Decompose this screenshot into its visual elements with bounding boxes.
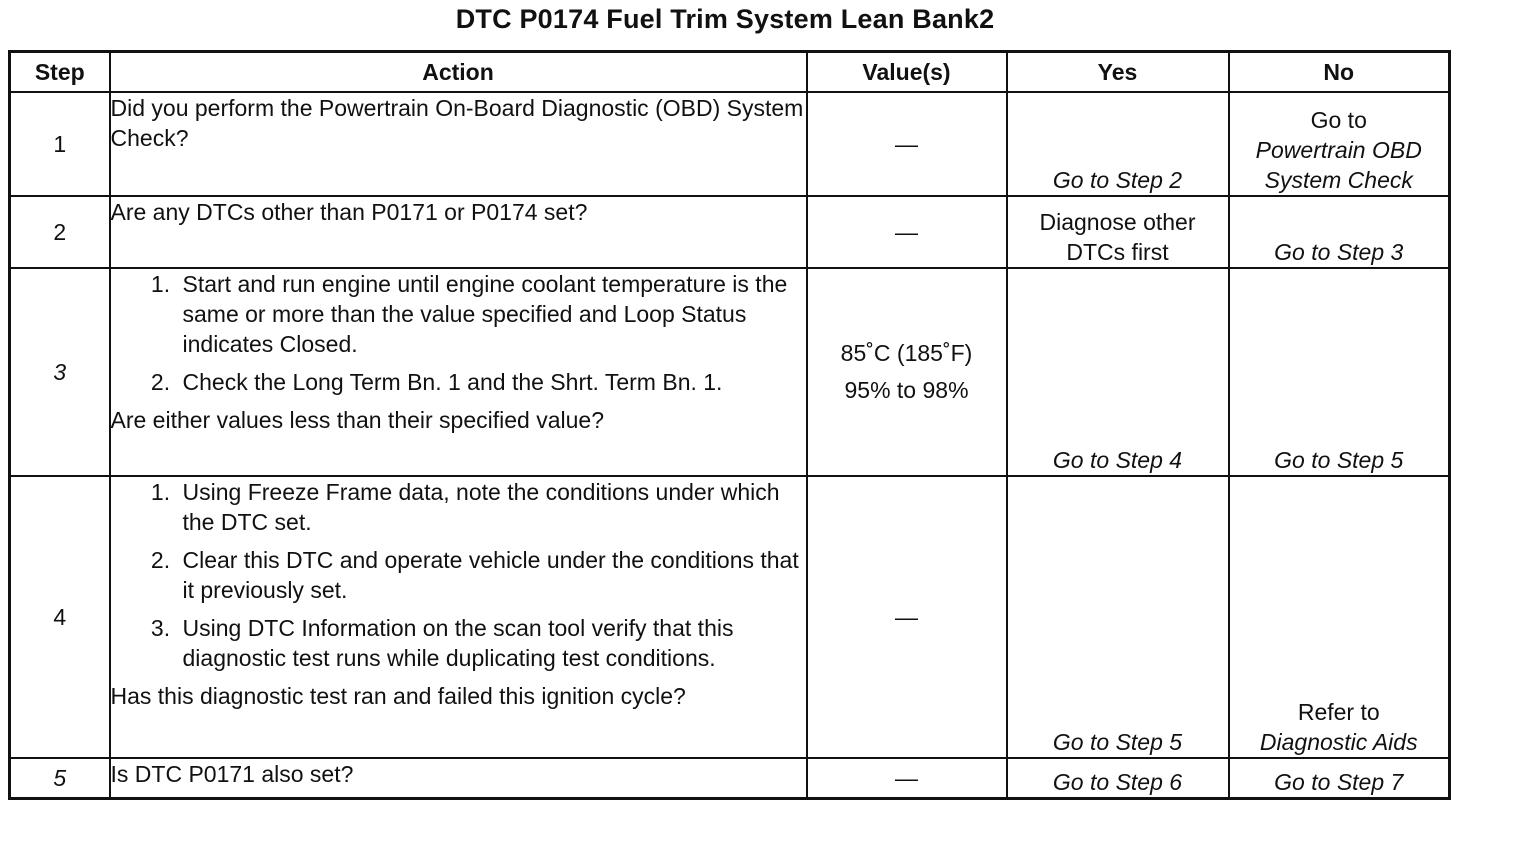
header-no: No <box>1229 52 1450 93</box>
step-number: 3 <box>10 268 110 476</box>
table-row <box>10 476 1450 758</box>
no-cell: Go to Step 3 <box>1229 196 1450 268</box>
yes-cell: Go to Step 5 <box>1007 476 1229 758</box>
header-yes: Yes <box>1007 52 1229 93</box>
yes-cell: Go to Step 2 <box>1007 92 1229 196</box>
header-step: Step <box>10 52 110 93</box>
table-row <box>10 758 1450 798</box>
yes-cell: Go to Step 4 <box>1007 268 1229 476</box>
table-row <box>10 268 1450 476</box>
substep-list <box>111 269 806 397</box>
action-question: Has this diagnostic test ran and failed this ignition cycle? <box>110 683 686 709</box>
no-cell-line: Go to <box>1310 107 1367 133</box>
yes-cell: Go to Step 6 <box>1007 758 1229 798</box>
table-header-row <box>10 52 1450 93</box>
no-cell <box>1229 476 1450 758</box>
substep-item: 1. Using Freeze Frame data, note the conditions under which the DTC set. <box>177 477 806 537</box>
substep-list <box>111 477 806 673</box>
no-cell <box>1229 92 1450 196</box>
header-values: Value(s) <box>807 52 1007 93</box>
table-row <box>10 92 1450 196</box>
substep-item: 2. Check the Long Term Bn. 1 and the Shrt. Term Bn. 1. <box>177 367 806 397</box>
no-cell: Go to Step 7 <box>1229 758 1450 798</box>
action-question: Are either values less than their specified value? <box>110 407 605 433</box>
action-cell <box>110 268 807 476</box>
action-text: Is DTC P0171 also set? <box>110 758 807 798</box>
value-cell: — <box>807 196 1007 268</box>
no-cell-reference: Powertrain OBD System Check <box>1255 137 1422 193</box>
step-number: 4 <box>10 476 110 758</box>
no-cell-line: Refer to <box>1297 699 1380 725</box>
value-temperature: 85˚C (185˚F) <box>840 340 973 366</box>
step-number: 2 <box>10 196 110 268</box>
yes-cell: Diagnose other DTCs first <box>1007 196 1229 268</box>
action-text: Did you perform the Powertrain On-Board Diagnostic (OBD) System Check? <box>110 92 807 196</box>
step-number: 5 <box>10 758 110 798</box>
value-cell <box>807 268 1007 476</box>
page-title: DTC P0174 Fuel Trim System Lean Bank2 <box>455 4 995 34</box>
header-action: Action <box>110 52 807 93</box>
table-row <box>10 196 1450 268</box>
no-cell-reference: Diagnostic Aids <box>1259 729 1418 755</box>
no-cell: Go to Step 5 <box>1229 268 1450 476</box>
substep-item: 2. Clear this DTC and operate vehicle under the conditions that it previously set. <box>177 545 806 605</box>
step-number: 1 <box>10 92 110 196</box>
value-cell: — <box>807 758 1007 798</box>
substep-item: 1. Start and run engine until engine coolant temperature is the same or more than the value specified and Loop Status indicates Closed. <box>177 269 806 359</box>
value-percentage: 95% to 98% <box>844 377 969 403</box>
diagnostic-table <box>8 50 1451 800</box>
substep-item: 3. Using DTC Information on the scan tool verify that this diagnostic test runs while duplicating test conditions. <box>177 613 806 673</box>
value-cell: — <box>807 476 1007 758</box>
value-cell: — <box>807 92 1007 196</box>
action-text: Are any DTCs other than P0171 or P0174 set? <box>110 196 807 268</box>
action-cell <box>110 476 807 758</box>
